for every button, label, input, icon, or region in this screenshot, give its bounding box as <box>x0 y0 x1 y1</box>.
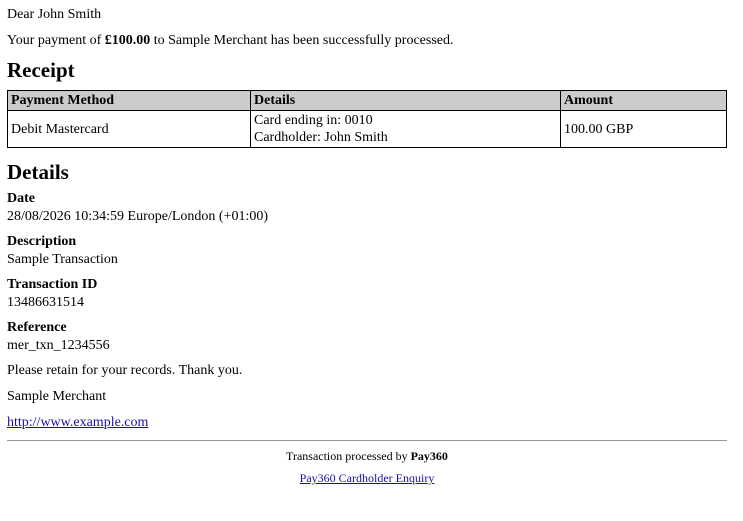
merchant-name: Sample Merchant <box>7 389 107 404</box>
description-field <box>7 233 727 269</box>
date-field <box>7 190 727 226</box>
processed-by-prefix: Transaction processed by <box>286 449 411 463</box>
amount-cell: 100.00 GBP <box>561 111 727 148</box>
retain-note: Please retain for your records. Thank you. <box>7 363 243 378</box>
receipt-heading: Receipt <box>7 58 75 82</box>
reference-field <box>7 319 727 355</box>
email-receipt <box>7 6 727 486</box>
cardholder-enquiry-link[interactable]: Pay360 Cardholder Enquiry <box>299 471 435 485</box>
transaction-id-value: 13486631514 <box>7 295 84 310</box>
details-heading: Details <box>7 160 69 184</box>
pay360-brand: Pay360 <box>410 449 448 463</box>
reference-value: mer_txn_1234556 <box>7 338 110 353</box>
receipt-table <box>7 90 727 148</box>
payment-amount: £100.00 <box>104 33 151 48</box>
footer <box>7 440 727 486</box>
receipt-header-row <box>8 91 727 111</box>
date-label: Date <box>7 191 35 206</box>
date-value: 28/08/2026 10:34:59 Europe/London (+01:00) <box>7 209 269 224</box>
description-label: Description <box>7 234 77 249</box>
column-header-payment-method: Payment Method <box>8 91 251 111</box>
processed-by-text <box>7 448 727 464</box>
column-header-details: Details <box>251 91 561 111</box>
payment-message-suffix: to Sample Merchant has been successfully processed. <box>150 33 454 48</box>
merchant-website-link[interactable]: http://www.example.com <box>7 415 149 430</box>
greeting-text: Dear John Smith <box>7 7 102 22</box>
cardholder-text: Cardholder: John Smith <box>254 130 388 145</box>
table-row <box>8 111 727 148</box>
payment-method-cell: Debit Mastercard <box>8 111 251 148</box>
transaction-id-label: Transaction ID <box>7 277 98 292</box>
description-value: Sample Transaction <box>7 252 118 267</box>
card-details-cell <box>251 111 561 148</box>
transaction-id-field <box>7 276 727 312</box>
column-header-amount: Amount <box>561 91 727 111</box>
card-ending-text: Card ending in: 0010 <box>254 113 373 128</box>
reference-label: Reference <box>7 320 67 335</box>
payment-message-prefix: Your payment of <box>7 33 105 48</box>
payment-message <box>7 32 727 49</box>
closing-section <box>7 362 727 431</box>
